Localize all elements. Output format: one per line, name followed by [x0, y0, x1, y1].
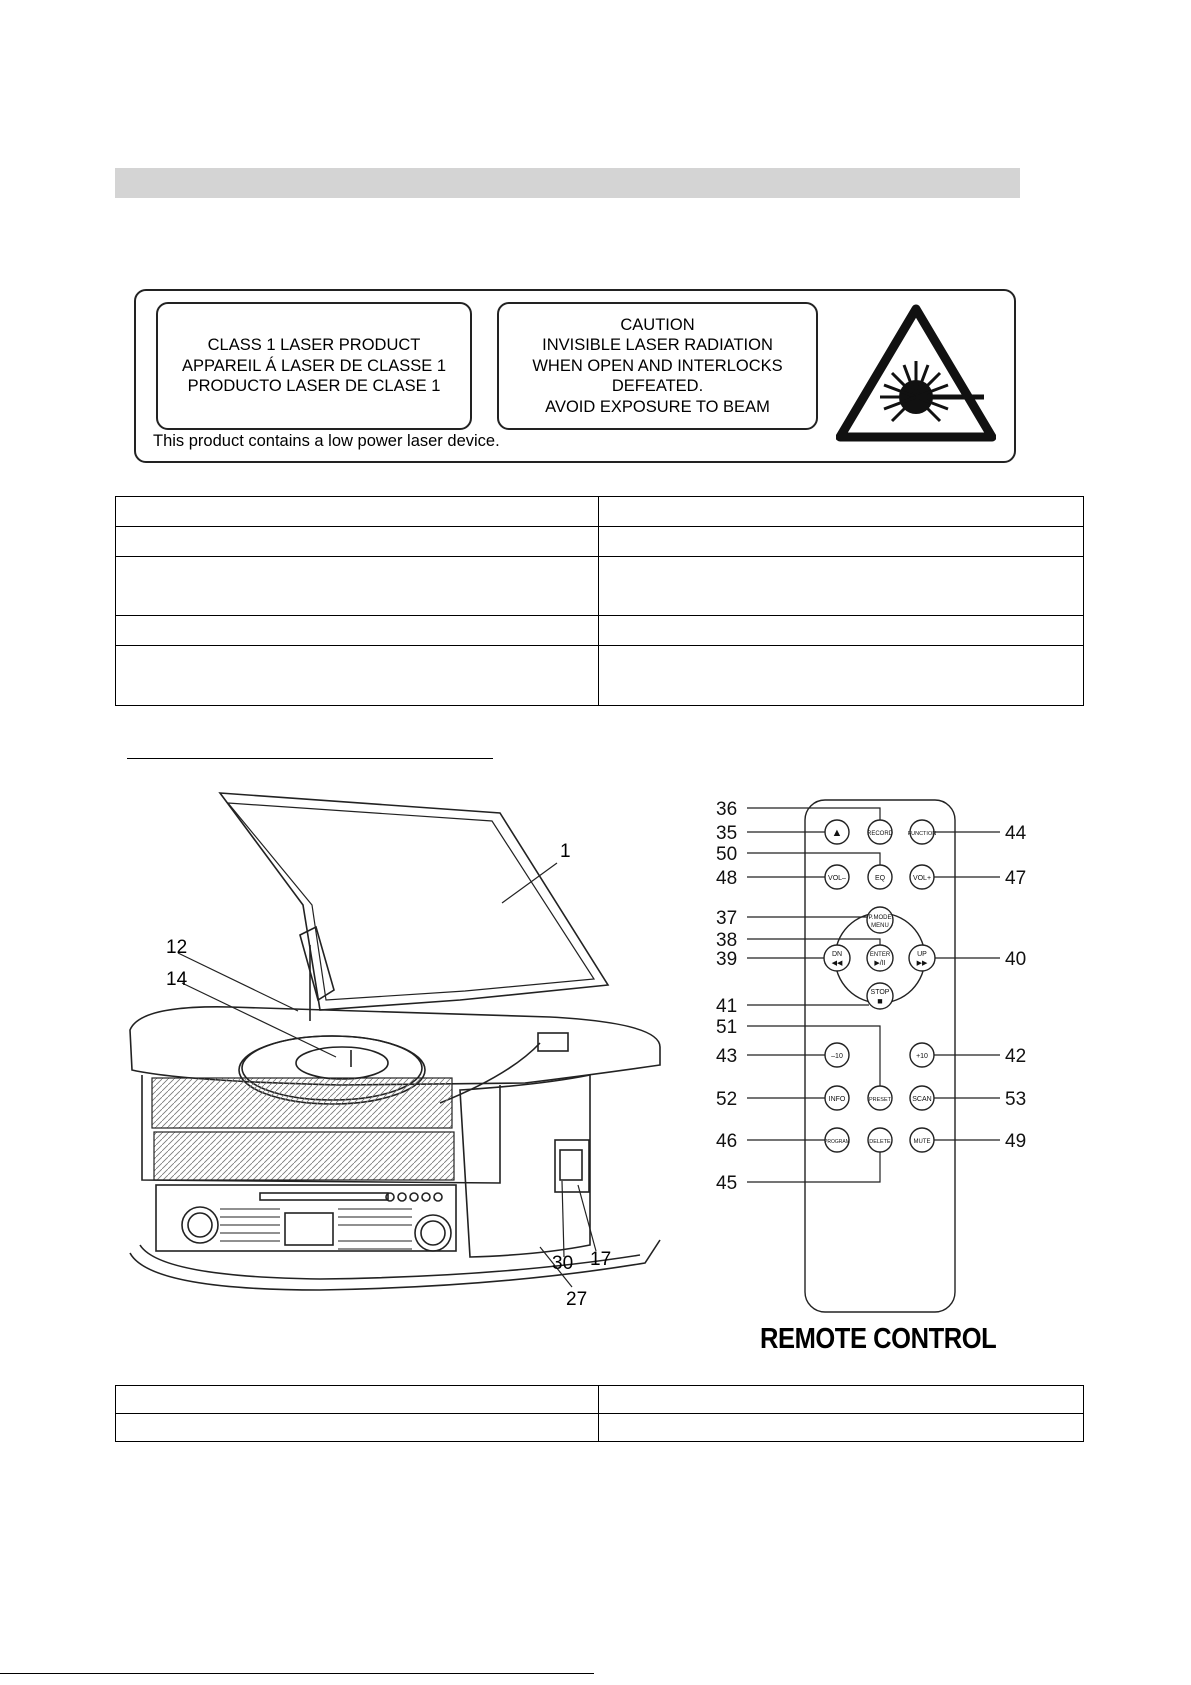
- callout-49: 49: [1005, 1131, 1027, 1152]
- callout-27: 27: [566, 1289, 588, 1310]
- dn-label: DN: [831, 951, 843, 958]
- scan-label: SCAN: [912, 1096, 932, 1103]
- fast-forward-icon: ▶▶: [916, 960, 928, 967]
- callout-48: 48: [716, 868, 738, 889]
- eq-label: EQ: [874, 875, 886, 882]
- function-label: FUNCTION: [907, 831, 937, 837]
- table-row: [116, 497, 1084, 527]
- table-cell: [599, 1386, 1084, 1414]
- table-cell: [116, 1414, 599, 1442]
- table-cell: [599, 527, 1084, 557]
- laser-warning-label: [134, 289, 1016, 463]
- delete-label: DELETE: [869, 1139, 891, 1145]
- preset-label: PRESET: [868, 1097, 892, 1103]
- info-label: INFO: [828, 1096, 846, 1103]
- callout-12: 12: [166, 937, 188, 958]
- table-cell: [599, 646, 1084, 706]
- callout-46: 46: [716, 1131, 738, 1152]
- spec-table-1: [115, 496, 1084, 706]
- table-cell: [116, 497, 599, 527]
- stop-label: STOP: [870, 989, 890, 996]
- table-cell: [116, 557, 599, 616]
- callout-53: 53: [1005, 1089, 1027, 1110]
- table-row: [116, 646, 1084, 706]
- laser-class-box: [156, 302, 472, 430]
- up-fast-forward-button: [909, 945, 935, 971]
- remote-control-illustration: [700, 790, 1100, 1320]
- up-label: UP: [917, 951, 927, 958]
- callout-38: 38: [716, 930, 738, 951]
- vol-minus-label: VOL–: [828, 875, 846, 882]
- callout-14: 14: [166, 969, 188, 990]
- menu-label: MENU: [871, 923, 889, 929]
- callout-17: 17: [590, 1249, 612, 1270]
- pmode-label: P.MODE: [868, 915, 892, 921]
- program-label: PROGRAM: [824, 1139, 850, 1145]
- record-label: RECORD: [866, 831, 894, 837]
- callout-52: 52: [716, 1089, 738, 1110]
- table-cell: [116, 527, 599, 557]
- table-row: [116, 616, 1084, 646]
- callout-36: 36: [716, 799, 738, 820]
- callout-45: 45: [716, 1173, 738, 1194]
- table-cell: [599, 557, 1084, 616]
- caution-line-3: WHEN OPEN AND INTERLOCKS: [532, 356, 783, 375]
- enter-label: ENTER: [869, 952, 891, 958]
- laser-caution-box: [497, 302, 818, 430]
- callout-30: 30: [552, 1253, 574, 1274]
- callout-41: 41: [716, 996, 738, 1017]
- plus-10-label: +10: [916, 1053, 928, 1060]
- table-cell: [599, 497, 1084, 527]
- laser-class-line-2: APPAREIL Á LASER DE CLASSE 1: [181, 356, 447, 375]
- caution-line-5: AVOID EXPOSURE TO BEAM: [545, 397, 770, 416]
- callout-40: 40: [1005, 949, 1027, 970]
- table-row: [116, 557, 1084, 616]
- table-cell: [116, 616, 599, 646]
- heading-underline: [127, 758, 493, 759]
- enter-play-pause-button: [867, 945, 893, 971]
- table-row: [116, 527, 1084, 557]
- laser-class-line-3: PRODUCTO LASER DE CLASE 1: [187, 377, 441, 396]
- rewind-icon: ◀◀: [831, 960, 843, 967]
- caution-line-2: INVISIBLE LASER RADIATION: [542, 336, 773, 355]
- caution-line-1: CAUTION: [620, 315, 695, 334]
- laser-footnote: This product contains a low power laser device.: [153, 432, 500, 450]
- callout-47: 47: [1005, 868, 1027, 889]
- table-cell: [599, 616, 1084, 646]
- callout-50: 50: [716, 844, 738, 865]
- table-cell: [116, 1386, 599, 1414]
- stop-icon: ■: [877, 996, 883, 1006]
- callout-44: 44: [1005, 823, 1027, 844]
- table-cell: [599, 1414, 1084, 1442]
- footnote-rule: [0, 1673, 594, 1674]
- table-row: [116, 1414, 1084, 1442]
- callout-37: 37: [716, 908, 738, 929]
- callout-35: 35: [716, 823, 738, 844]
- callout-51: 51: [716, 1017, 738, 1038]
- callout-42: 42: [1005, 1046, 1027, 1067]
- callout-39: 39: [716, 949, 738, 970]
- table-row: [116, 1386, 1084, 1414]
- spec-table-2: [115, 1385, 1084, 1442]
- down-rewind-button: [824, 945, 850, 971]
- mute-label: MUTE: [913, 1139, 931, 1145]
- vol-plus-label: VOL+: [912, 875, 932, 882]
- minus-10-label: –10: [831, 1053, 843, 1060]
- section-header-bar: [115, 168, 1020, 198]
- eject-icon: ▲: [831, 827, 843, 839]
- callout-1: 1: [560, 841, 571, 862]
- laser-hazard-icon: [836, 303, 996, 443]
- callout-43: 43: [716, 1046, 738, 1067]
- record-player-illustration: [120, 785, 720, 1315]
- caution-line-4: DEFEATED.: [611, 377, 704, 396]
- laser-class-line-1: CLASS 1 LASER PRODUCT: [207, 336, 421, 355]
- play-pause-icon: ▶/II: [874, 960, 886, 967]
- table-cell: [116, 646, 599, 706]
- remote-control-caption: REMOTE CONTROL: [760, 1323, 997, 1355]
